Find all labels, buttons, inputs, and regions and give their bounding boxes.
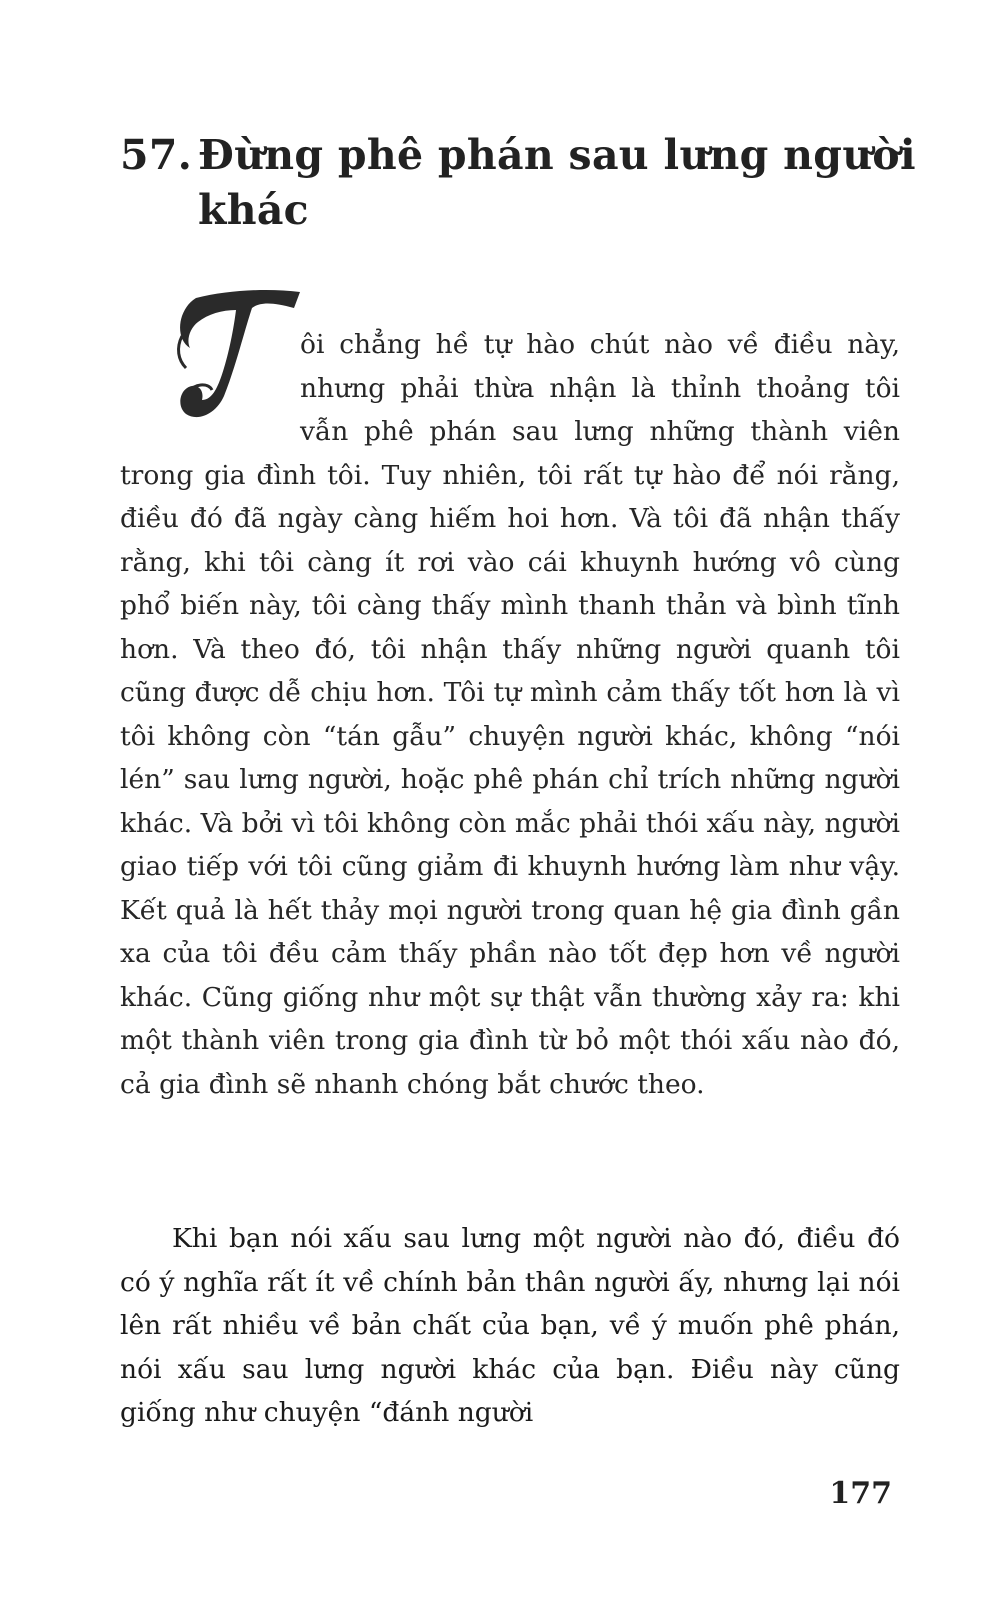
drop-cap — [120, 323, 300, 423]
chapter-title — [120, 128, 920, 238]
paragraph-2: Khi bạn nói xấu sau lưng một người nào đó, điều đó có ý nghĩa rất ít về chính bản thân người ấy, nhưng lại nói lên rất nhiều về bản chất của bạn, về ý muốn phê phán, nói xấu sau lưng người khác của bạn. Điều này cũng giống như chuyện “đánh người — [120, 1223, 900, 1428]
chapter-title-line-1: Đừng phê phán sau lưng người — [198, 131, 916, 179]
chapter-title-line-2: khác — [198, 186, 309, 234]
drop-cap-continuation: ôi — [300, 329, 325, 360]
chapter-number: 57. — [120, 131, 193, 179]
paragraph-1-text: chẳng hề tự hào chút nào về điều này, nhưng phải thừa nhận là thỉnh thoảng tôi vẫn phê phán sau lưng những thành viên trong gia đình tôi. Tuy nhiên, tôi rất tự hào để nói rằng, điều đó đã ngày càng hiếm hoi hơn. Và tôi đã nhận thấy rằng, khi tôi càng ít rơi vào cái khuynh hướng vô cùng phổ biến này, tôi càng thấy mình thanh thản và bình tĩnh hơn. Và theo đó, tôi nhận thấy những người quanh tôi cũng được dễ chịu hơn. Tôi tự mình cảm thấy tốt hơn là vì tôi không còn “tán gẫu” chuyện người khác, không “nói lén” sau lưng người, hoặc phê phán chỉ trích những người khác. Và bởi vì tôi không còn mắc phải thói xấu này, người giao tiếp với tôi cũng giảm đi khuynh hướng làm như vậy. Kết quả là hết thảy mọi người trong quan hệ gia đình gần xa của tôi đều cảm thấy phần nào tốt đẹp hơn về người khác. Cũng giống như một sự thật vẫn thường xảy ra: khi một thành viên trong gia đình từ bỏ một thói xấu nào đó, cả gia đình sẽ nhanh chóng bắt chước theo. — [120, 329, 900, 1100]
drop-cap-t-icon — [168, 288, 308, 428]
page-number: 177 — [829, 1476, 892, 1511]
paragraph-1 — [120, 323, 900, 1106]
